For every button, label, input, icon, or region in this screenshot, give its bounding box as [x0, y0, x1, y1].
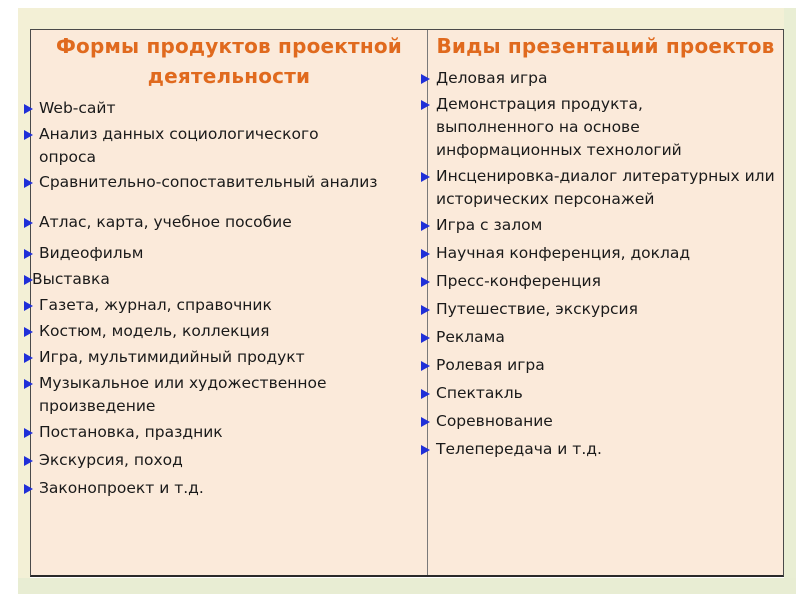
- list-item: Музыкальное или художественное произведение: [31, 372, 384, 418]
- comparison-table: [30, 29, 784, 577]
- bullet-arrow-icon: [24, 456, 33, 466]
- list-item: Костюм, модель, коллекция: [31, 320, 427, 343]
- bullet-arrow-icon: [421, 417, 430, 427]
- list-item: Экскурсия, поход: [31, 449, 427, 472]
- bullet-arrow-icon: [24, 484, 33, 494]
- list-item: Сравнительно-сопоставительный анализ: [31, 171, 389, 194]
- bullet-arrow-icon: [24, 104, 33, 114]
- bullet-arrow-icon: [24, 249, 33, 259]
- bullet-arrow-icon: [24, 327, 33, 337]
- bullet-arrow-icon: [421, 74, 430, 84]
- list-item: Выставка: [31, 268, 427, 291]
- list-item: Игра с залом: [428, 214, 783, 237]
- bullet-arrow-icon: [421, 305, 430, 315]
- slide-left-margin: [0, 0, 14, 600]
- list-item: Web-сайт: [31, 97, 427, 120]
- presentation-types-header: Виды презентаций проектов: [436, 34, 775, 58]
- list-item: Научная конференция, доклад: [428, 242, 783, 265]
- list-item: Инсценировка-диалог литературных или исторических персонажей: [428, 165, 781, 211]
- bullet-arrow-icon: [421, 445, 430, 455]
- bullet-arrow-icon: [24, 275, 33, 285]
- bullet-arrow-icon: [421, 100, 430, 110]
- presentation-types-column: [428, 30, 783, 575]
- list-item: Путешествие, экскурсия: [428, 298, 783, 321]
- list-item: Газета, журнал, справочник: [31, 294, 427, 317]
- bullet-arrow-icon: [421, 172, 430, 182]
- list-item: Соревнование: [428, 410, 783, 433]
- bullet-arrow-icon: [421, 277, 430, 287]
- list-item: Телепередача и т.д.: [428, 438, 783, 461]
- list-item: Анализ данных социологического опроса: [31, 123, 369, 169]
- presentation-types-list: [428, 67, 783, 461]
- slide-frame-top: [18, 8, 790, 30]
- project-products-list: [31, 97, 427, 500]
- bullet-arrow-icon: [421, 249, 430, 259]
- bullet-arrow-icon: [24, 218, 33, 228]
- slide-frame-right: [784, 8, 796, 594]
- bullet-arrow-icon: [421, 221, 430, 231]
- bullet-arrow-icon: [421, 333, 430, 343]
- list-item: Деловая игра: [428, 67, 783, 90]
- project-products-column: [31, 30, 428, 575]
- bullet-arrow-icon: [24, 379, 33, 389]
- list-item: Реклама: [428, 326, 783, 349]
- list-item: Законопроект и т.д.: [31, 477, 427, 500]
- list-item: Спектакль: [428, 382, 783, 405]
- bullet-arrow-icon: [421, 361, 430, 371]
- bullet-arrow-icon: [24, 353, 33, 363]
- list-item: Ролевая игра: [428, 354, 783, 377]
- slide-frame-bottom: [18, 578, 796, 594]
- bullet-arrow-icon: [24, 178, 33, 188]
- project-products-header: Формы продуктов проектной деятельности: [55, 34, 403, 88]
- list-item: Постановка, праздник: [31, 421, 427, 444]
- list-item: Атлас, карта, учебное пособие: [31, 211, 427, 234]
- list-item: Игра, мультимидийный продукт: [31, 346, 427, 369]
- list-item: Видеофильм: [31, 242, 427, 265]
- bullet-arrow-icon: [421, 389, 430, 399]
- bullet-arrow-icon: [24, 130, 33, 140]
- list-item: Демонстрация продукта, выполненного на основе информационных технологий: [428, 93, 736, 162]
- bullet-arrow-icon: [24, 428, 33, 438]
- bullet-arrow-icon: [24, 301, 33, 311]
- list-item: Пресс-конференция: [428, 270, 783, 293]
